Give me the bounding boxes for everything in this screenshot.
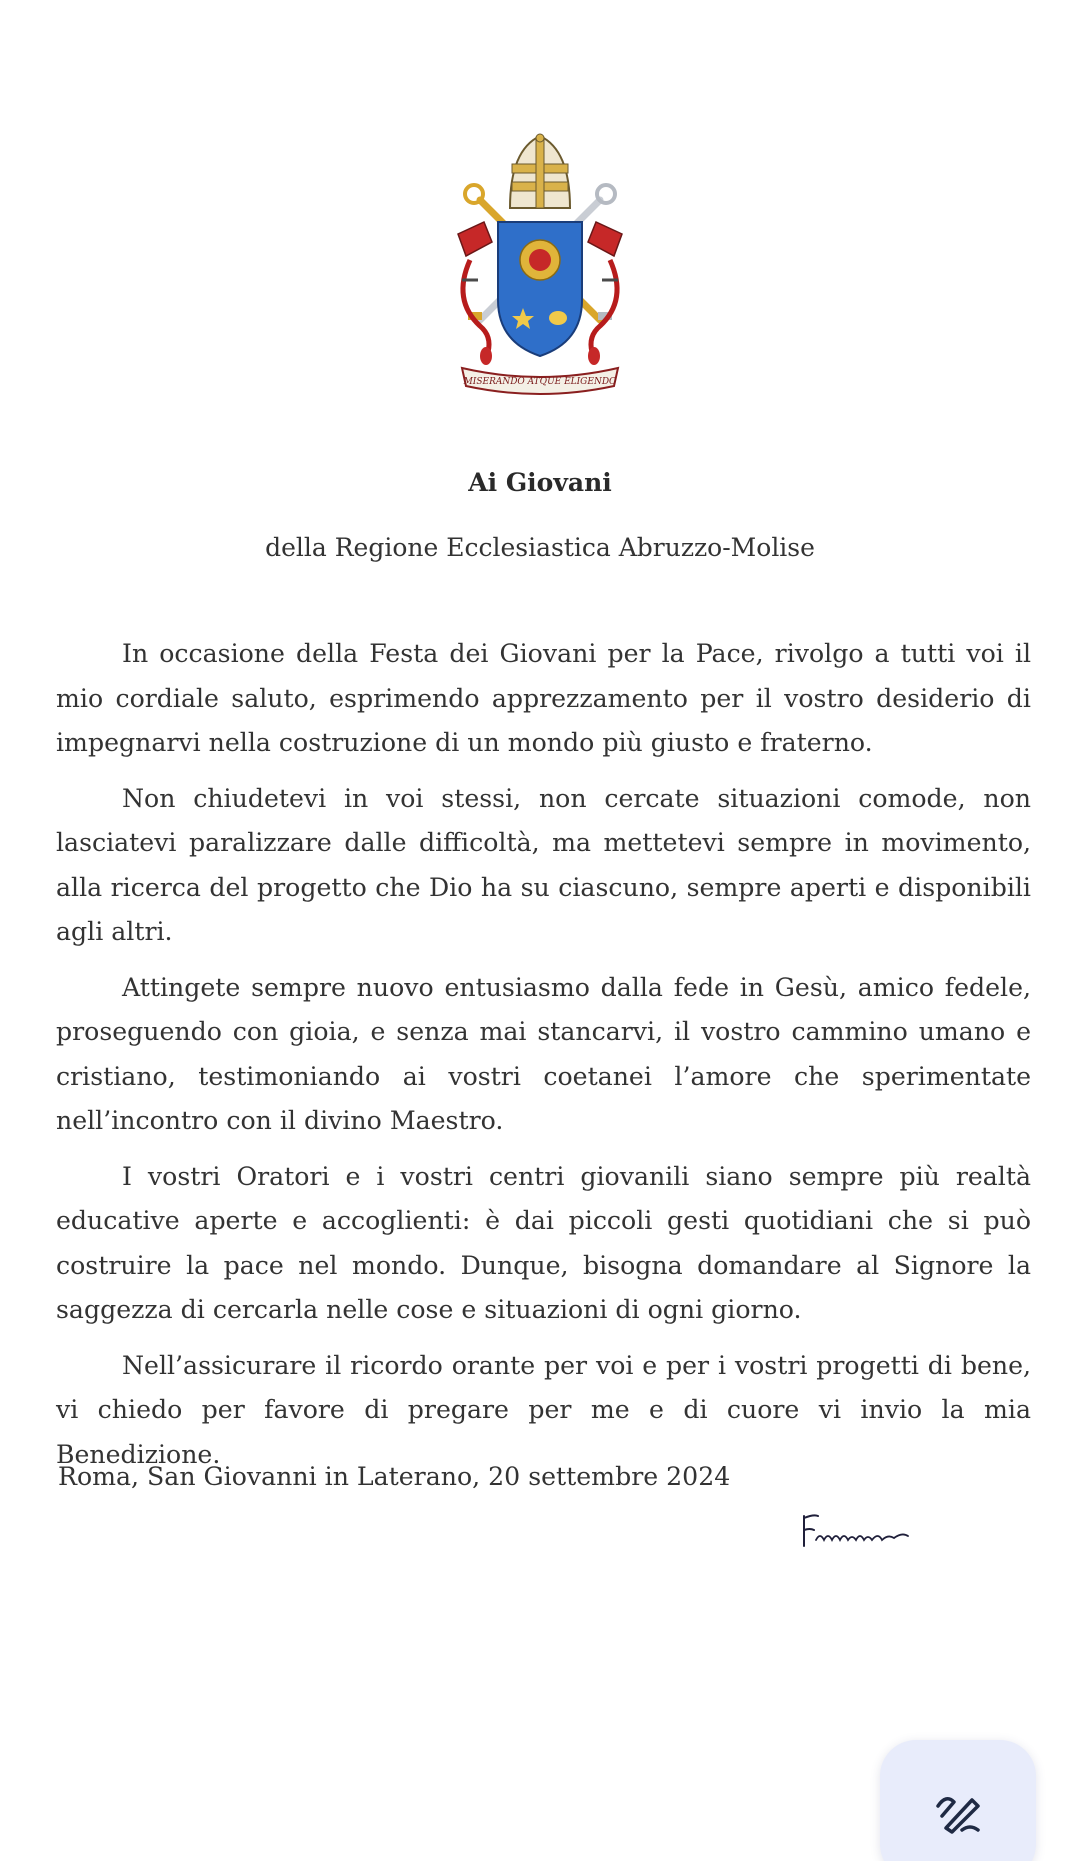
paragraph: Non chiudetevi in voi stessi, non cercate situazioni comode, non lasciatevi paralizzare dalle difficoltà, ma mettetevi sempre in movimento, alla ricerca del progetto che Dio ha su ciascuno, sempre aperti e disponibili agli altri.	[56, 783, 1031, 946]
svg-text:MISERANDO ATQUE ELIGENDO: MISERANDO ATQUE ELIGENDO	[463, 377, 617, 387]
letter-subtitle: della Regione Ecclesiastica Abruzzo-Molise	[265, 533, 815, 562]
letter-body	[56, 632, 1031, 1488]
motto-ribbon	[462, 368, 618, 394]
paragraph: In occasione della Festa dei Giovani per la Pace, rivolgo a tutti voi il mio cordiale saluto, esprimendo apprezzamento per il vostro desiderio di impegnarvi nella costruzione di un mondo più giusto e fraterno.	[56, 639, 1031, 757]
pen-edit-icon	[932, 1790, 984, 1834]
edit-floating-button[interactable]	[880, 1740, 1036, 1861]
letter-title: Ai Giovani	[468, 468, 612, 497]
blue-shield-icon	[498, 222, 582, 356]
paragraph: Nell’assicurare il ricordo orante per voi e per i vostri progetti di bene, vi chiedo per favore di pregare per me e di cuore vi invio la mia Benedizione.	[56, 1350, 1031, 1469]
mitre-icon	[510, 134, 570, 208]
paragraph: I vostri Oratori e i vostri centri giovanili siano sempre più realtà educative aperte e accoglienti: è dai piccoli gesti quotidiani che si può costruire la pace nel mondo. Dunque, bisogna domandare al Signore la saggezza di cercarla nelle cose e situazioni di ogni giorno.	[56, 1161, 1031, 1324]
papal-coat-of-arms	[440, 130, 640, 402]
place-and-date: Roma, San Giovanni in Laterano, 20 settembre 2024	[58, 1462, 731, 1491]
handwritten-signature	[798, 1510, 918, 1554]
paragraph: Attingete sempre nuovo entusiasmo dalla fede in Gesù, amico fedele, proseguendo con gioia, e senza mai stancarvi, il vostro cammino umano e cristiano, testimoniando ai vostri coetanei l’amore che sperimentate nell’incontro con il divino Maestro.	[56, 972, 1031, 1135]
